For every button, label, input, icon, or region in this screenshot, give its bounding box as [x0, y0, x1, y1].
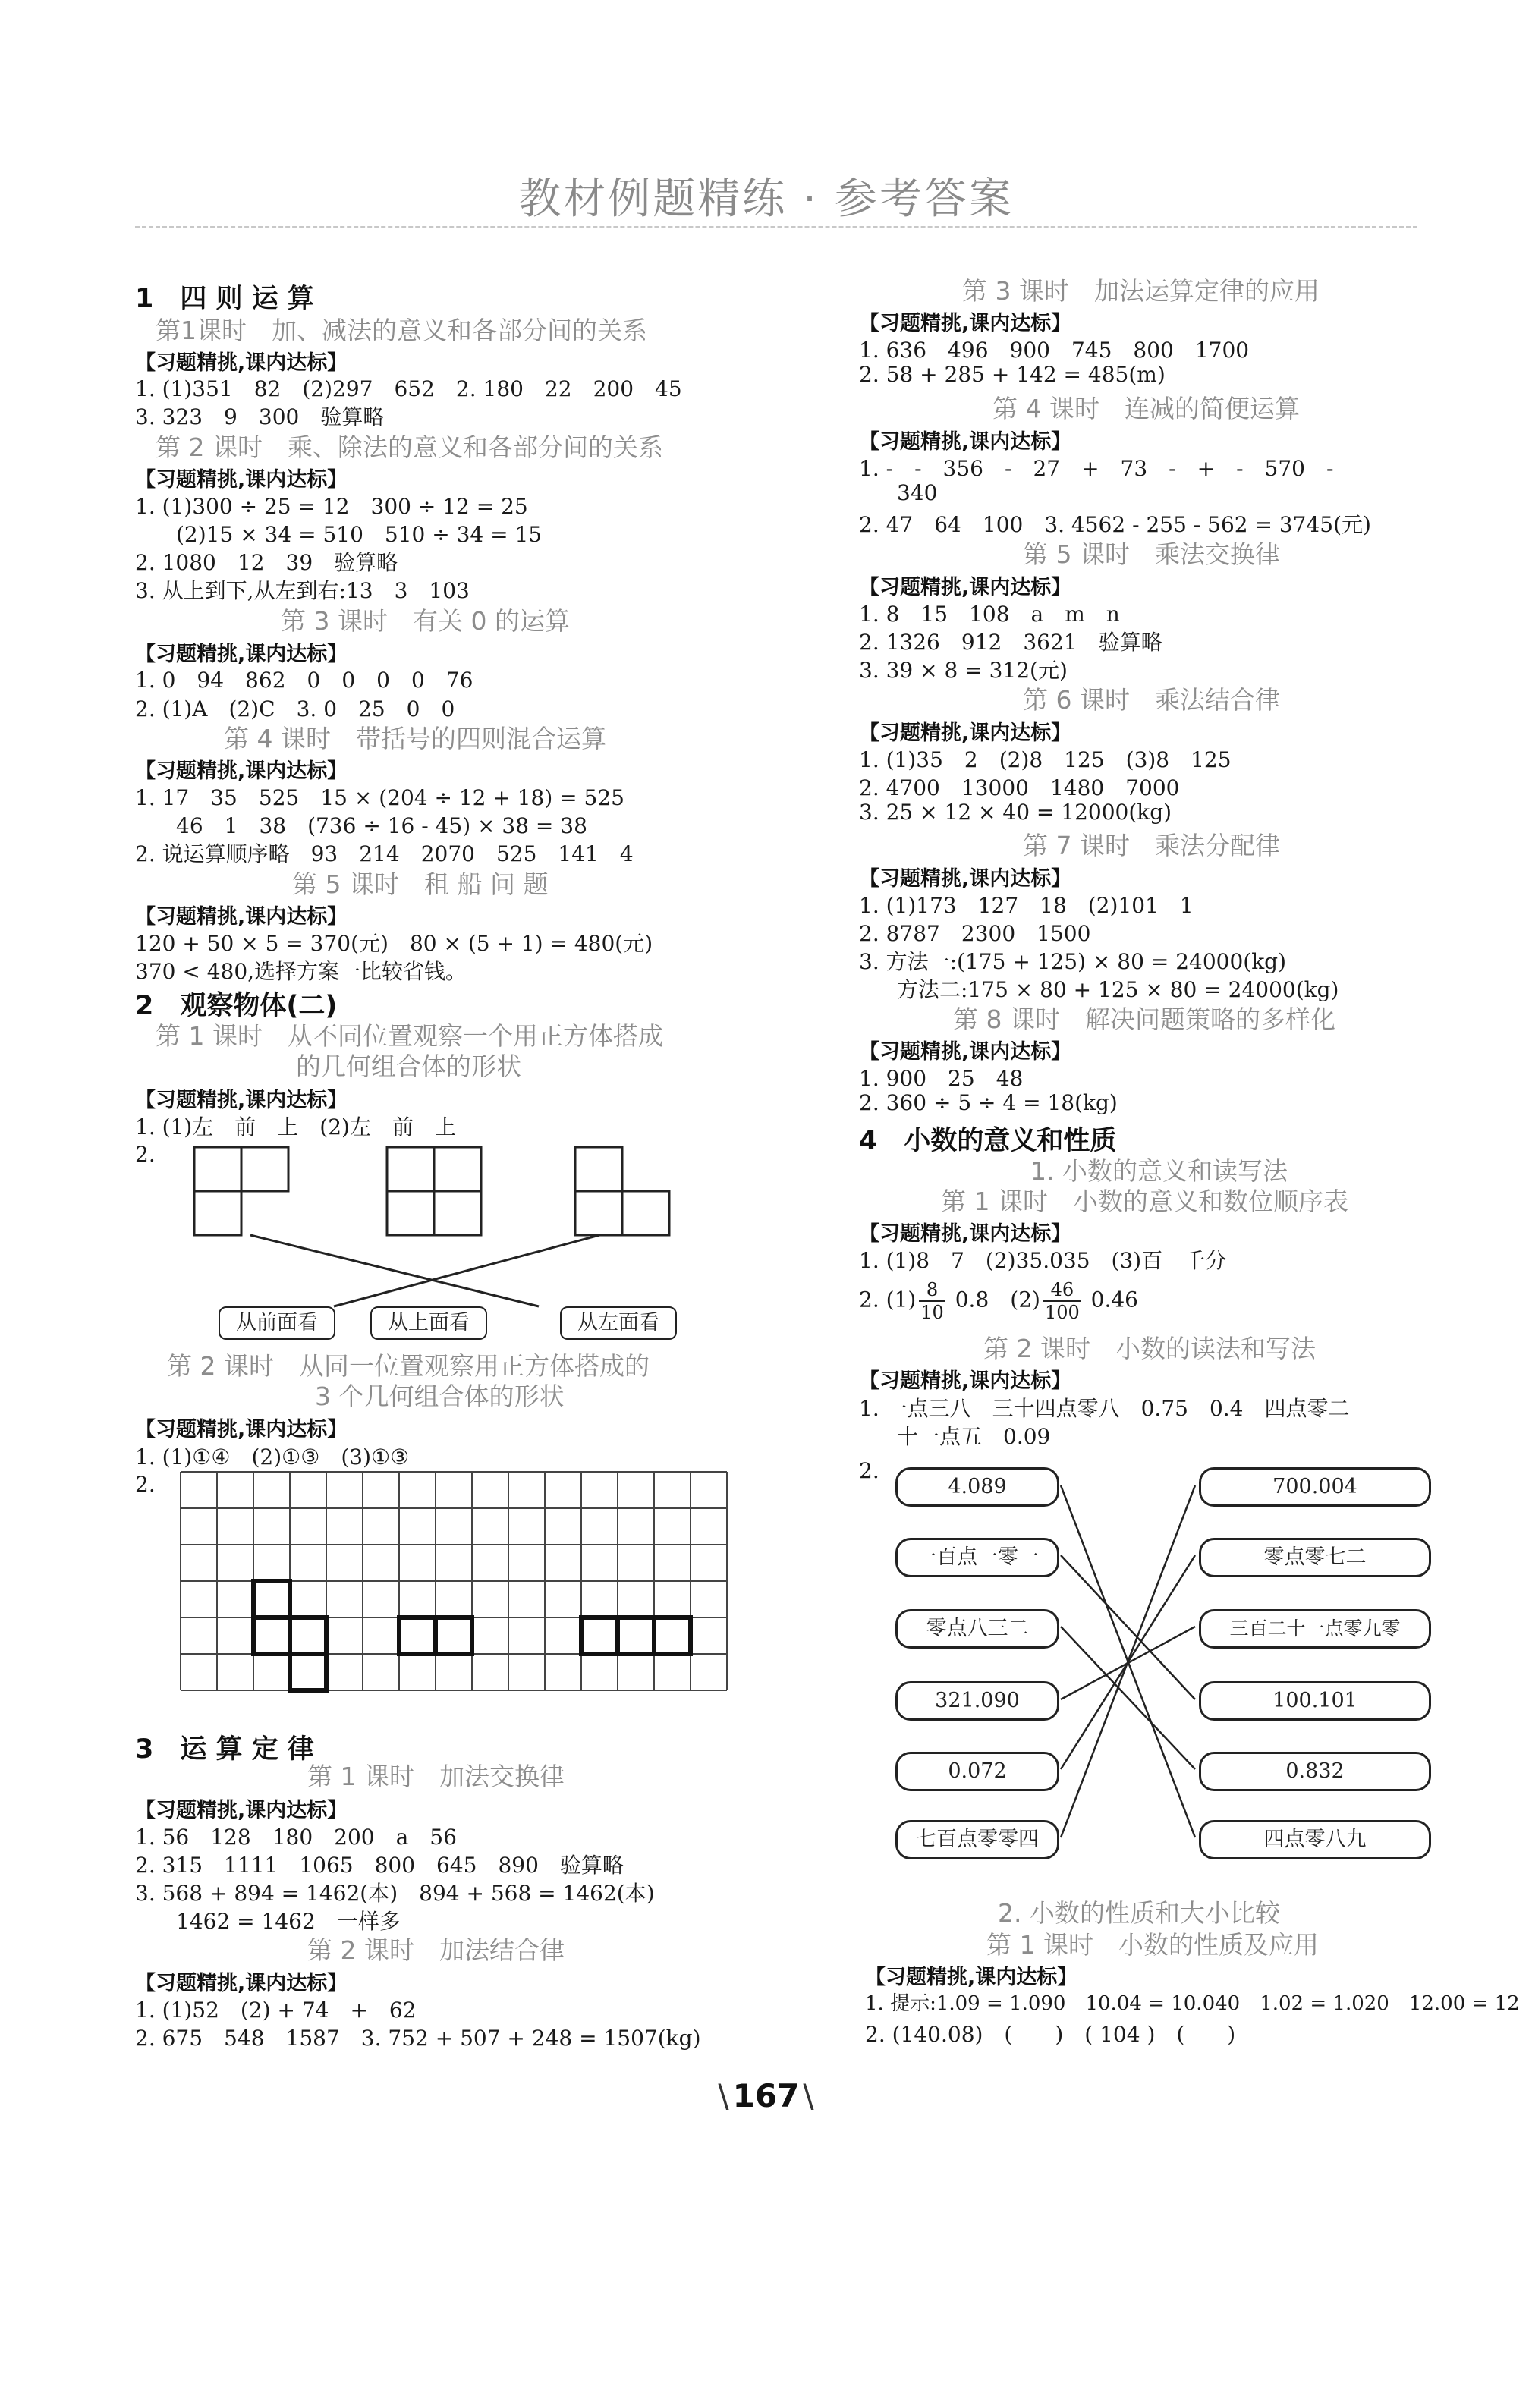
view-label-front: 从前面看 — [219, 1306, 335, 1340]
page-slash-right: \ — [803, 2077, 814, 2114]
page-number-area — [0, 2077, 1532, 2114]
answer-line: 1. 56 128 180 200 a 56 — [135, 1825, 457, 1850]
exercise-tag: 【习题精挑,课内达标】 — [859, 430, 1072, 454]
exercise-tag: 【习题精挑,课内达标】 — [135, 1799, 348, 1822]
answer-line: 1. 0 94 862 0 0 0 0 76 — [135, 668, 473, 693]
answer-line: 1. (1)52 (2) + 74 + 62 — [135, 1998, 417, 2023]
answer-line: 2. 675 548 1587 3. 752 + 507 + 248 = 1507(kg) — [135, 2026, 701, 2051]
answer-line: 1. (1)35 2 (2)8 125 (3)8 125 — [859, 747, 1232, 772]
answer-line: (2)15 × 34 = 510 510 ÷ 34 = 15 — [176, 522, 543, 547]
decimal-box-right: 零点零七二 — [1199, 1538, 1431, 1577]
answer-line: 2. 4700 13000 1480 7000 — [859, 775, 1180, 800]
answer-text: 0.8 (2) — [955, 1287, 1040, 1312]
exercise-tag: 【习题精挑,课内达标】 — [135, 905, 348, 929]
page-number: 167 — [732, 2077, 800, 2114]
fraction-numerator: 8 — [919, 1279, 945, 1302]
answer-line: 1. 一点三八 三十四点零八 0.75 0.4 四点零二 — [859, 1396, 1350, 1421]
decimal-box-right: 700.004 — [1199, 1467, 1431, 1507]
decimal-box-left: 4.089 — [895, 1467, 1059, 1507]
answer-line: 3. 323 9 300 验算略 — [135, 404, 385, 429]
exercise-tag: 【习题精挑,课内达标】 — [865, 1966, 1078, 1989]
decimal-box-right: 三百二十一点零九零 — [1199, 1609, 1431, 1649]
answer-line: 1. (1)①④ (2)①③ (3)①③ — [135, 1444, 410, 1470]
answer-line: 3. 25 × 12 × 40 = 12000(kg) — [859, 800, 1172, 825]
lesson-title: 第 2 课时 小数的读法和写法 — [983, 1334, 1316, 1363]
answer-line: 2. (1)A (2)C 3. 0 25 0 0 — [135, 696, 455, 721]
answer-line: 1. (1)左 前 上 (2)左 前 上 — [135, 1114, 456, 1140]
decimal-box-right: 四点零八九 — [1199, 1820, 1431, 1859]
answer-line: 2. 8787 2300 1500 — [859, 921, 1091, 946]
lesson-title: 第 6 课时 乘法结合律 — [1023, 685, 1280, 715]
decimal-box-right: 100.101 — [1199, 1681, 1431, 1721]
match-line — [1061, 1627, 1195, 1769]
exercise-tag: 【习题精挑,课内达标】 — [135, 759, 348, 783]
answer-line: 2. 1080 12 39 验算略 — [135, 550, 398, 575]
answer-line: 46 1 38 (736 ÷ 16 - 45) × 38 = 38 — [176, 813, 587, 838]
answer-text: 2. (1) — [859, 1287, 917, 1312]
section-2-title: 2 观察物体(二) — [135, 991, 338, 1021]
answer-line: 3. 从上到下,从左到右:13 3 103 — [135, 578, 470, 603]
answer-line: 2. 360 ÷ 5 ÷ 4 = 18(kg) — [859, 1090, 1118, 1115]
answer-line: 370 < 480,选择方案一比较省钱。 — [135, 959, 467, 984]
lesson-title: 第 8 课时 解决问题策略的多样化 — [953, 1004, 1335, 1034]
answer-line: 2. (140.08) ( ) ( 104 ) ( ) — [865, 2022, 1236, 2047]
exercise-tag: 【习题精挑,课内达标】 — [859, 1040, 1072, 1064]
lesson-title: 第 4 课时 带括号的四则混合运算 — [224, 724, 606, 753]
exercise-tag: 【习题精挑,课内达标】 — [859, 1222, 1072, 1246]
answer-line: 2. — [135, 1472, 156, 1497]
decimal-box-left: 一百点一零一 — [895, 1538, 1059, 1577]
exercise-tag: 【习题精挑,课内达标】 — [135, 1972, 348, 1995]
answer-line: 1. - - 356 - 27 + 73 - + - 570 - — [859, 456, 1334, 481]
answer-line: 1. 636 496 900 745 800 1700 — [859, 338, 1250, 363]
exercise-tag: 【习题精挑,课内达标】 — [859, 721, 1072, 745]
fraction-denominator: 100 — [1044, 1302, 1080, 1323]
lesson-title: 第 3 课时 加法运算定律的应用 — [962, 276, 1320, 306]
lesson-title-cont: 3 个几何组合体的形状 — [315, 1382, 565, 1411]
exercise-tag: 【习题精挑,课内达标】 — [135, 1089, 348, 1112]
exercise-tag: 【习题精挑,课内达标】 — [859, 312, 1072, 335]
answer-line: 3. 568 + 894 = 1462(本) 894 + 568 = 1462(本) — [135, 1881, 655, 1906]
exercise-tag: 【习题精挑,课内达标】 — [135, 468, 348, 492]
fraction-denominator: 10 — [920, 1302, 944, 1323]
decimal-box-left: 0.072 — [895, 1752, 1059, 1791]
answer-line: 1. 提示:1.09 = 1.090 10.04 = 10.040 1.02 = 1.020 12.00 = 12 — [865, 1992, 1520, 2015]
answer-line: 2. — [859, 1458, 879, 1483]
exercise-tag: 【习题精挑,课内达标】 — [859, 1369, 1072, 1393]
decimal-box-left: 零点八三二 — [895, 1609, 1059, 1649]
subsection-title: 2. 小数的性质和大小比较 — [998, 1898, 1280, 1928]
answer-line: 3. 39 × 8 = 312(元) — [859, 658, 1068, 683]
lesson-title: 第 5 课时 租 船 问 题 — [292, 869, 549, 899]
lesson-title: 第 1 课时 小数的意义和数位顺序表 — [941, 1187, 1348, 1216]
exercise-tag: 【习题精挑,课内达标】 — [859, 867, 1072, 891]
lesson-title: 第 5 课时 乘法交换律 — [1023, 539, 1280, 569]
decimal-box-left: 321.090 — [895, 1681, 1059, 1721]
answer-line: 1462 = 1462 一样多 — [176, 1909, 401, 1934]
lesson-title-cont: 的几何组合体的形状 — [296, 1052, 521, 1081]
lesson-title: 第 1 课时 从不同位置观察一个用正方体搭成 — [156, 1021, 663, 1051]
section-3-title: 3 运 算 定 律 — [135, 1734, 314, 1765]
view-label-top: 从上面看 — [370, 1306, 487, 1340]
answer-line: 2. — [135, 1142, 156, 1167]
lesson-title: 第 2 课时 乘、除法的意义和各部分间的关系 — [156, 432, 663, 462]
answer-line: 1. (1)8 7 (2)35.035 (3)百 千分 — [859, 1248, 1227, 1273]
lesson-title: 第 4 课时 连减的简便运算 — [992, 394, 1300, 423]
exercise-tag: 【习题精挑,课内达标】 — [135, 351, 348, 375]
answer-line: 1. 17 35 525 15 × (204 ÷ 12 + 18) = 525 — [135, 785, 624, 810]
answer-line: 1. (1)300 ÷ 25 = 12 300 ÷ 12 = 25 — [135, 494, 528, 519]
lesson-title: 第1课时 加、减法的意义和各部分间的关系 — [156, 316, 647, 345]
decimal-box-right: 0.832 — [1199, 1752, 1431, 1791]
subsection-title: 1. 小数的意义和读写法 — [1030, 1156, 1288, 1186]
section-4-title: 4 小数的意义和性质 — [859, 1126, 1117, 1156]
answer-line: 方法二:175 × 80 + 125 × 80 = 24000(kg) — [897, 977, 1339, 1002]
answer-line: 1. (1)173 127 18 (2)101 1 — [859, 893, 1194, 918]
lesson-title: 第 3 课时 有关 0 的运算 — [281, 606, 570, 636]
lesson-title: 第 2 课时 从同一位置观察用正方体搭成的 — [167, 1351, 650, 1381]
answer-line: 2. 47 64 100 3. 4562 - 255 - 562 = 3745(元) — [859, 512, 1371, 537]
answer-line: 十一点五 0.09 — [897, 1424, 1051, 1449]
lesson-title: 第 1 课时 加法交换律 — [307, 1762, 565, 1791]
lesson-title: 第 1 课时 小数的性质及应用 — [986, 1930, 1319, 1960]
answer-line: 120 + 50 × 5 = 370(元) 80 × (5 + 1) = 480(元) — [135, 931, 653, 956]
page-slash-left: \ — [718, 2077, 729, 2114]
match-line — [1061, 1555, 1195, 1699]
answer-line: 340 — [897, 480, 938, 505]
answer-line: 1. 8 15 108 a m n — [859, 602, 1120, 627]
lesson-title: 第 7 课时 乘法分配律 — [1023, 831, 1280, 860]
exercise-tag: 【习题精挑,课内达标】 — [135, 1418, 348, 1441]
answer-line: 2. 1326 912 3621 验算略 — [859, 630, 1162, 655]
section-1-title: 1 四 则 运 算 — [135, 284, 314, 314]
answer-line: 2. 315 1111 1065 800 645 890 验算略 — [135, 1853, 624, 1878]
exercise-tag: 【习题精挑,课内达标】 — [859, 576, 1072, 599]
decimal-box-left: 七百点零零四 — [895, 1820, 1059, 1859]
answer-line: 1. 900 25 48 — [859, 1066, 1024, 1091]
exercise-tag: 【习题精挑,课内达标】 — [135, 643, 348, 666]
answer-line: 2. 说运算顺序略 93 214 2070 525 141 4 — [135, 841, 634, 866]
view-label-left: 从左面看 — [560, 1306, 677, 1340]
fraction-numerator: 46 — [1043, 1279, 1081, 1302]
answer-line: 2. 58 + 285 + 142 = 485(m) — [859, 362, 1166, 387]
lesson-title: 第 2 课时 加法结合律 — [307, 1935, 565, 1965]
answer-line: 1. (1)351 82 (2)297 652 2. 180 22 200 45 — [135, 376, 682, 401]
answer-line: 3. 方法一:(175 + 125) × 80 = 24000(kg) — [859, 949, 1287, 974]
page-title: 教材例题精练 · 参考答案 — [518, 174, 1014, 224]
answer-text: 0.46 — [1090, 1287, 1138, 1312]
